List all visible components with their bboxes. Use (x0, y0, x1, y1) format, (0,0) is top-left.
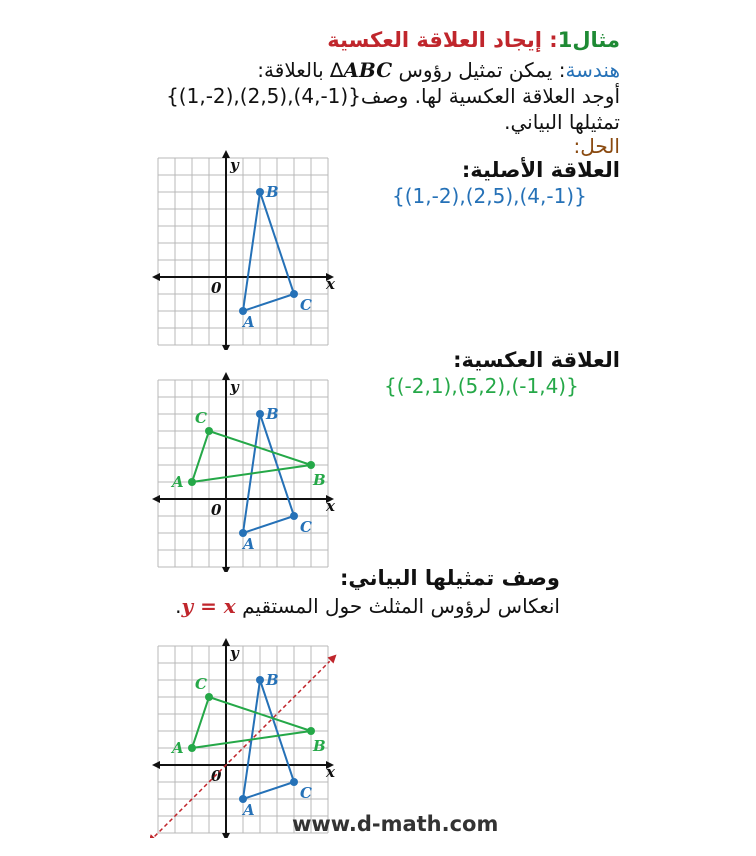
y-axis-arrow-down (222, 567, 230, 572)
example-label: مثال1 (557, 28, 620, 52)
inverse-triangle (192, 431, 311, 482)
mirror-equation: y = x (181, 594, 236, 618)
original-label-a: A (243, 801, 255, 819)
y-axis-arrow-down (222, 833, 230, 838)
problem-line-3: تمثيلها البياني. (504, 110, 620, 134)
description-text: انعكاس لرؤوس المثلث حول المستقيم y = x. (175, 594, 560, 618)
relation-set: {(1,-2),(2,5),(4,-1)} (166, 84, 361, 108)
inverse-label-c: C (195, 675, 207, 693)
original-point-b (256, 188, 264, 196)
origin-label: 0 (211, 767, 222, 785)
y-axis-arrow-up (222, 638, 230, 646)
y-axis-arrow-up (222, 372, 230, 380)
site-watermark: www.d-math.com (292, 812, 499, 836)
subject-label: هندسة (565, 58, 620, 82)
inverse-heading: العلاقة العكسية: (453, 348, 620, 372)
x-axis-arrow-left (152, 495, 160, 503)
original-label-b: B (266, 183, 279, 201)
inverse-point-b (307, 461, 315, 469)
x-axis-label: x (326, 763, 335, 781)
original-point-c (290, 778, 298, 786)
inverse-point-a (188, 478, 196, 486)
original-set: {(1,-2),(2,5),(4,-1)} (392, 184, 587, 208)
original-label-c: C (300, 518, 312, 536)
inverse-label-a: A (172, 473, 184, 491)
triangle-name: ABC (343, 58, 393, 82)
graph-inverse (150, 372, 340, 572)
y-axis-arrow-down (222, 345, 230, 350)
graph-original (150, 150, 340, 350)
y-axis-label: y (230, 156, 239, 174)
inverse-point-b (307, 727, 315, 735)
original-heading: العلاقة الأصلية: (461, 158, 620, 182)
example-title (327, 28, 620, 52)
original-point-c (290, 512, 298, 520)
original-point-c (290, 290, 298, 298)
solution-label: الحل: (573, 134, 620, 158)
x-axis-arrow-left (152, 273, 160, 281)
inverse-label-b: B (313, 471, 326, 489)
original-point-b (256, 410, 264, 418)
original-label-c: C (300, 296, 312, 314)
original-label-b: B (266, 671, 279, 689)
original-label-a: A (243, 313, 255, 331)
graph-reflection (150, 638, 340, 838)
origin-label: 0 (211, 501, 222, 519)
inverse-set: {(-2,1),(5,2),(-1,4)} (384, 374, 579, 398)
y-axis-label: y (230, 378, 239, 396)
inverse-label-a: A (172, 739, 184, 757)
description-heading: وصف تمثيلها البياني: (339, 566, 560, 590)
original-label-a: A (243, 535, 255, 553)
origin-label: 0 (211, 279, 222, 297)
original-label-b: B (266, 405, 279, 423)
original-label-c: C (300, 784, 312, 802)
inverse-label-c: C (195, 409, 207, 427)
x-axis-arrow-left (152, 761, 160, 769)
y-axis-label: y (230, 644, 239, 662)
inverse-triangle (192, 697, 311, 748)
example-title-text: : إيجاد العلاقة العكسية (327, 28, 558, 52)
original-point-b (256, 676, 264, 684)
inverse-point-c (205, 427, 213, 435)
inverse-point-c (205, 693, 213, 701)
inverse-label-b: B (313, 737, 326, 755)
problem-line-1: هندسة: يمكن تمثيل رؤوس ABC∆ بالعلاقة: (257, 58, 620, 82)
problem-line-2: أوجد العلاقة العكسية لها. وصف{(1,-2),(2,5),(4,-1)} (166, 84, 620, 108)
y-axis-arrow-up (222, 150, 230, 158)
original-triangle (243, 192, 294, 311)
inverse-point-a (188, 744, 196, 752)
x-axis-label: x (326, 497, 335, 515)
x-axis-label: x (326, 275, 335, 293)
